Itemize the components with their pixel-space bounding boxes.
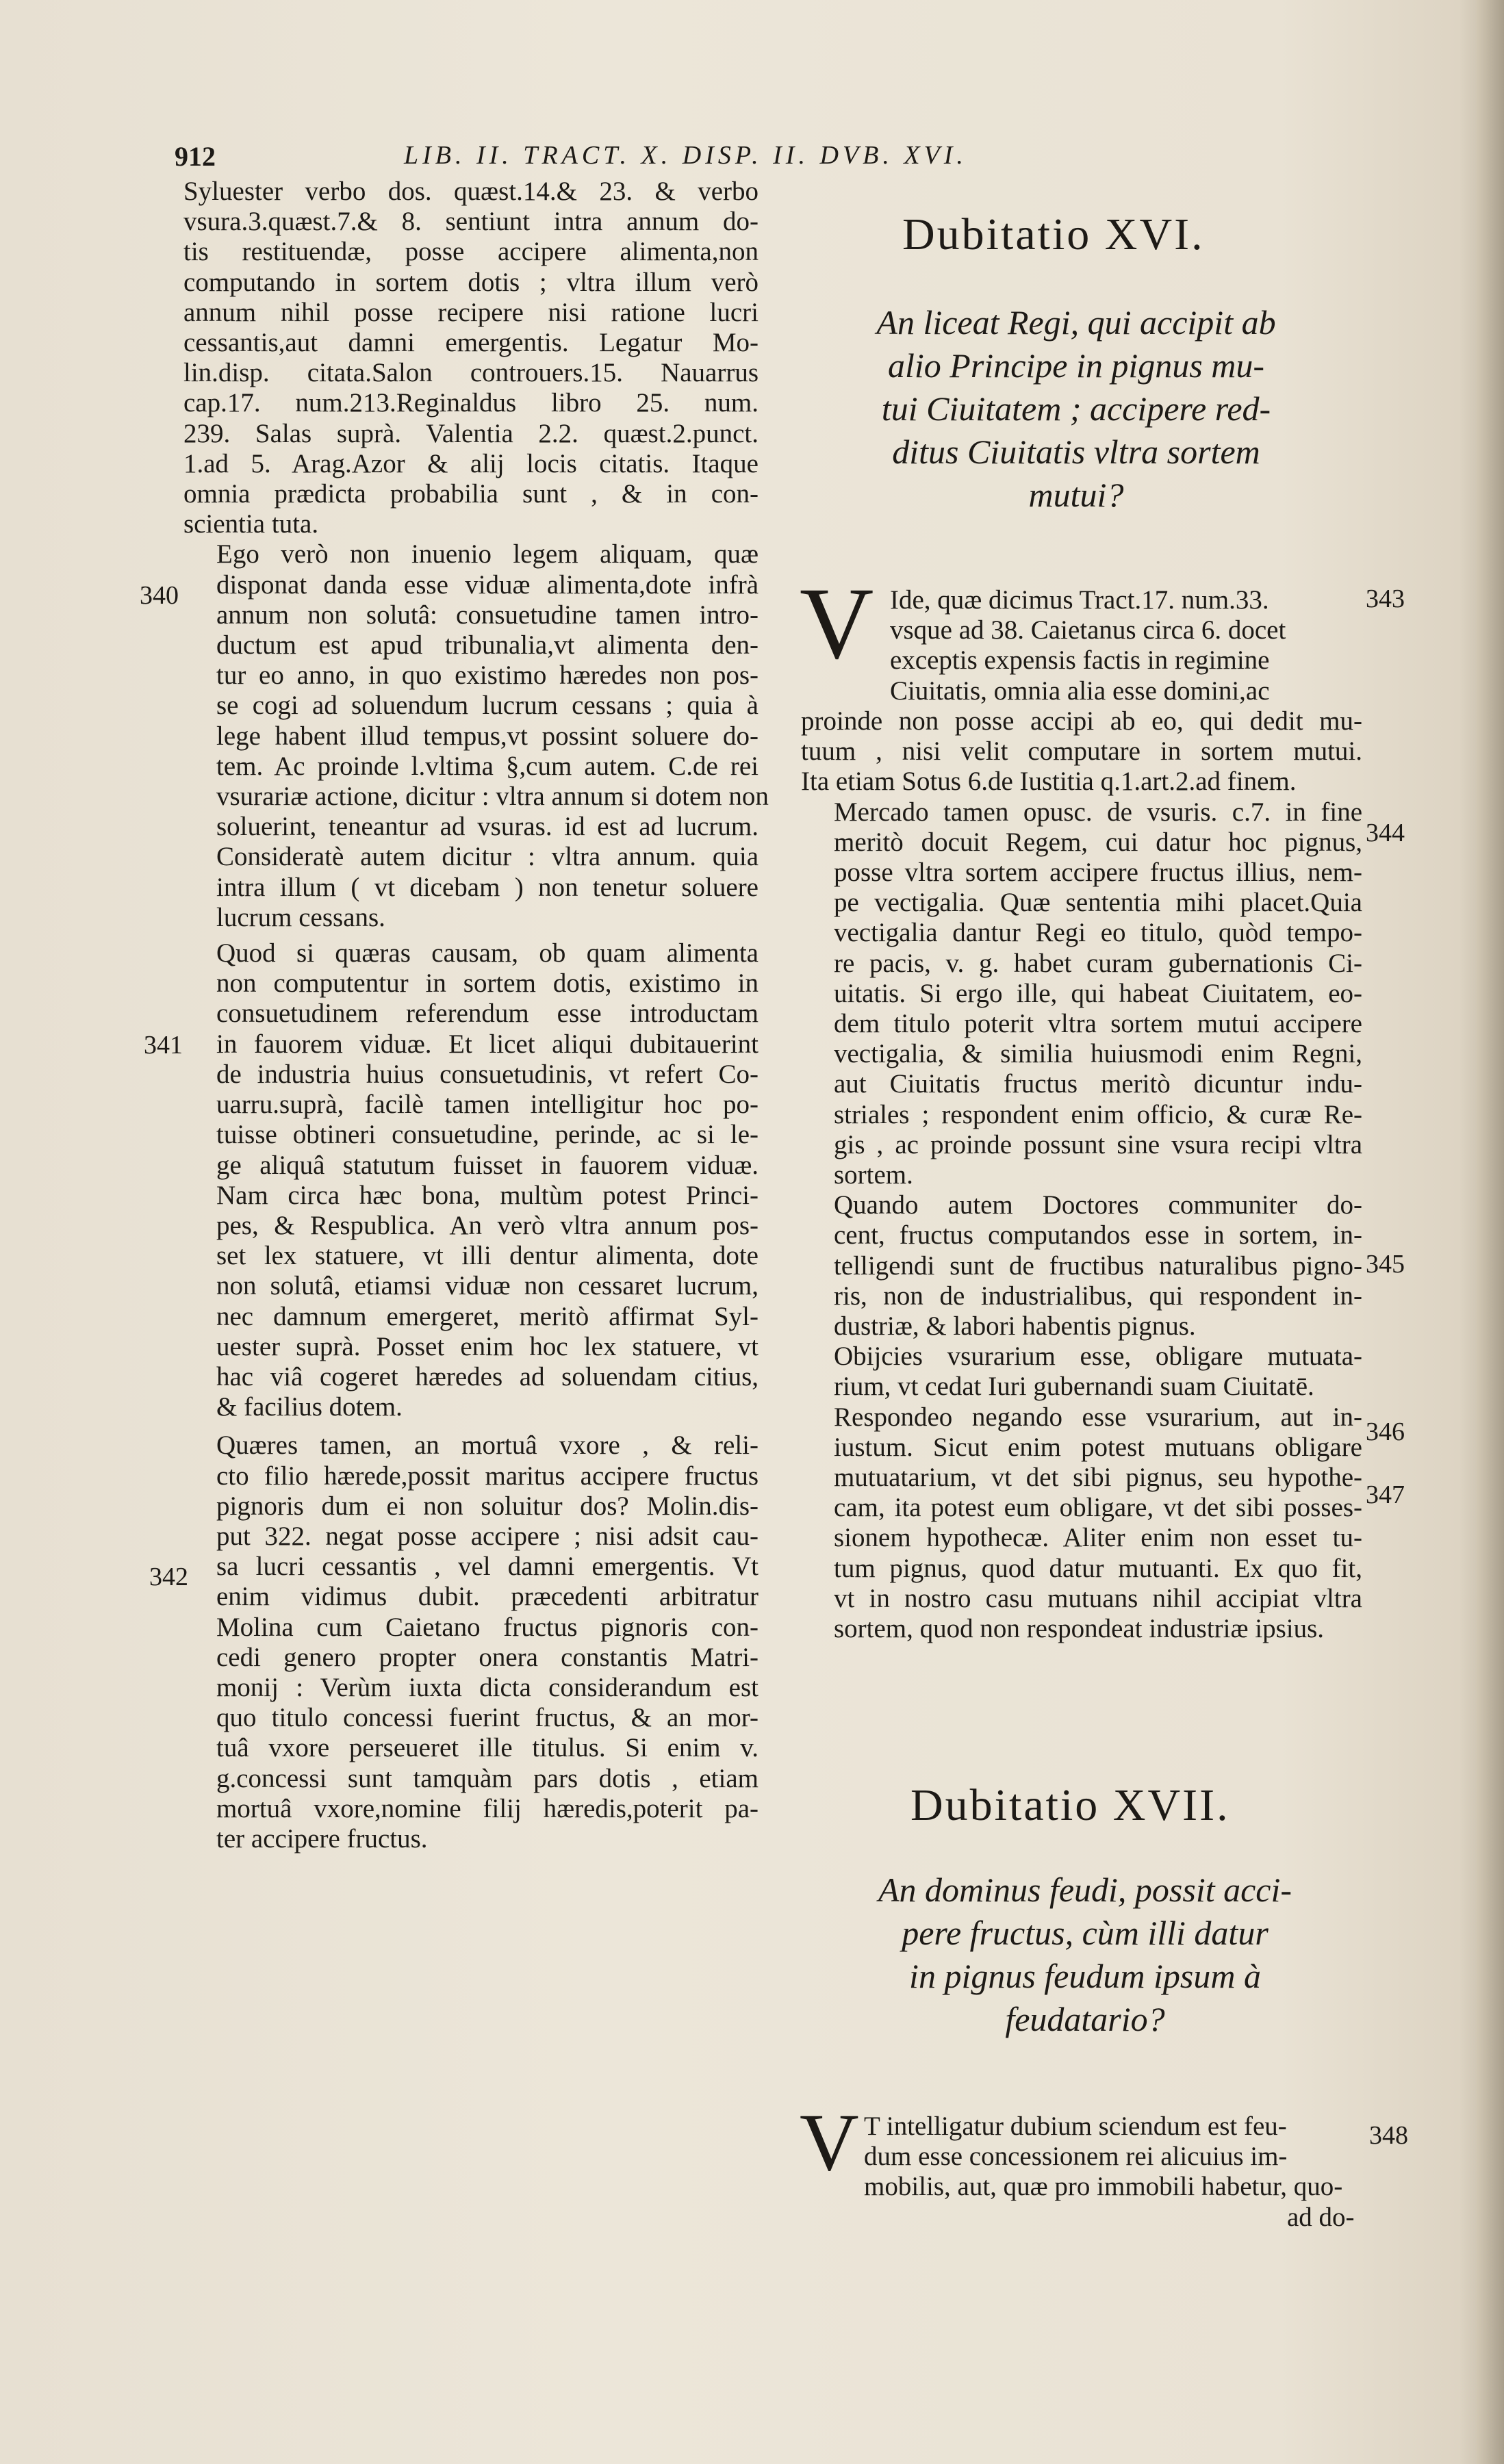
text-line: mutuatarium, vt det sibi pignus, seu hypothe- <box>834 1463 1362 1493</box>
paragraph-348 <box>864 2112 1362 2203</box>
text-line: g.concessi sunt tamquàm pars dotis , etiam <box>216 1763 759 1793</box>
margin-number-348: 348 <box>1369 2121 1408 2150</box>
text-line: mobilis, aut, quæ pro immobili habetur, quo- <box>864 2172 1343 2202</box>
paragraph-347 <box>801 1402 1362 1645</box>
margin-number-346: 346 <box>1366 1417 1405 1446</box>
paragraph-345 <box>801 1190 1362 1342</box>
text-line: monij : Verùm iuxta dicta considerandum est <box>216 1672 759 1702</box>
text-line: Quæres tamen, an mortuâ vxore , & reli- <box>216 1430 759 1461</box>
text-line: uester suprà. Posset enim hoc lex statuere, vt <box>216 1331 759 1361</box>
text-line: ge aliquâ statutum fuisset in fauorem viduæ. <box>216 1150 759 1180</box>
text-line: lin.disp. citata.Salon controuers.15. Nauarrus <box>183 358 759 388</box>
text-line: Syluester verbo dos. quæst.14.& 23. & verbo <box>183 177 759 206</box>
margin-number-341: 341 <box>144 1031 183 1060</box>
paragraph-344 <box>801 797 1362 1191</box>
text-line: iustum. Sicut enim potest mutuans obligare <box>834 1432 1362 1462</box>
text-line: non computentur in sortem dotis, existimo in <box>216 968 759 999</box>
text-line: ductum est apud tribunalia,vt alimenta den- <box>216 630 759 660</box>
text-line: telligendi sunt de fructibus naturalibus pigno- <box>834 1250 1362 1281</box>
text-line: sionem hypothecæ. Aliter enim non esset tu- <box>834 1523 1362 1553</box>
paragraph-340 <box>183 539 769 933</box>
dubitatio-16-body <box>801 706 1362 1644</box>
margin-number-340: 340 <box>140 581 179 610</box>
text-line: vsura.3.quæst.7.& 8. sentiunt intra annum do- <box>183 207 759 237</box>
text-line: Obijcies vsurarium esse, obligare mutuata- <box>834 1342 1362 1372</box>
text-line: re pacis, v. g. habet curam gubernationis Ci- <box>834 948 1362 978</box>
text-line: Molina cum Caietano fructus pignoris con- <box>216 1612 759 1642</box>
text-line: gis , ac proinde possunt sine vsura recipi vltra <box>834 1129 1362 1159</box>
text-line: vectigalia, & similia huiusmodi enim Regni, <box>834 1039 1362 1069</box>
text-line: cap.17. num.213.Reginaldus libro 25. num. <box>183 388 759 418</box>
page-number: 912 <box>175 141 216 172</box>
text-line: tuâ vxore perseueret ille titulus. Si enim v. <box>216 1733 759 1763</box>
dubitatio-17-question <box>808 1869 1362 2041</box>
text-line: dem titulo poterit vltra sortem mutui accipere <box>834 1009 1362 1039</box>
question-line: in pignus feudum ipsum à <box>909 1957 1261 1995</box>
text-line: pignoris dum ei non soluitur dos? Molin.dis- <box>216 1491 759 1521</box>
text-line: consuetudinem referendum esse introductam <box>216 999 759 1029</box>
text-line: non solutâ, etiamsi viduæ non cessaret lucrum, <box>216 1271 759 1301</box>
text-line: lucrum cessans. <box>216 902 385 932</box>
dubitatio-16-heading: Dubitatio XVI. <box>902 209 1205 259</box>
text-line: posse vltra sortem accipere fructus illius, nem- <box>834 858 1362 888</box>
text-line: vt in nostro casu mutuans nihil accipiat vltra <box>834 1583 1362 1613</box>
text-line: Consideratè autem dicitur : vltra annum. quia <box>216 842 759 872</box>
text-line: tem. Ac proinde l.vltima §,cum autem. C.de rei <box>216 751 759 781</box>
margin-number-347: 347 <box>1366 1480 1405 1509</box>
question-line: An dominus feudi, possit acci- <box>878 1871 1292 1909</box>
text-line: tis restituendæ, posse accipere alimenta,non <box>183 237 759 267</box>
text-line: hac viâ cogeret hæredes ad soluendam citius, <box>216 1361 759 1391</box>
margin-number-342: 342 <box>149 1563 188 1591</box>
paragraph-343 <box>801 706 1362 797</box>
question-line: mutui? <box>1028 476 1124 514</box>
text-line: scientia tuta. <box>183 509 319 539</box>
text-line: Ita etiam Sotus 6.de Iustitia q.1.art.2.ad finem. <box>801 767 1297 797</box>
margin-number-344: 344 <box>1366 819 1405 847</box>
text-line: Quod si quæras causam, ob quam alimenta <box>216 938 759 968</box>
text-line: mortuâ vxore,nomine filij hæredis,poterit pa- <box>216 1793 759 1823</box>
text-line: omnia prædicta probabilia sunt , & in con- <box>183 479 759 509</box>
text-line: dustriæ, & labori habentis pignus. <box>834 1311 1196 1342</box>
text-line: proinde non posse accipi ab eo, qui dedit mu- <box>801 706 1362 736</box>
text-line: Ciuitatis, omnia alia esse domini,ac <box>890 676 1270 706</box>
text-line: cedi genero propter onera constantis Matri- <box>216 1642 759 1672</box>
text-line: quo titulo concessi fuerint fructus, & an mor- <box>216 1703 759 1733</box>
left-column <box>183 177 769 1854</box>
drop-cap-v-16: V <box>800 567 874 680</box>
text-line: Respondeo negando esse vsurarium, aut in- <box>834 1402 1362 1432</box>
text-line: ris, non de industrialibus, qui respondent in- <box>834 1281 1362 1311</box>
text-line: exceptis expensis factis in regimine <box>890 645 1270 676</box>
text-line: annum non solutâ: consuetudine tamen intro- <box>216 600 759 630</box>
text-line: vsque ad 38. Caietanus circa 6. docet <box>890 615 1286 645</box>
text-line: tuum , nisi velit computare in sortem mutui. <box>801 736 1362 767</box>
text-line: Ego verò non inuenio legem aliquam, quæ <box>216 539 759 569</box>
paragraph-346 <box>801 1342 1362 1402</box>
text-line: tuisse obtineri consuetudine, perinde, ac si le- <box>216 1120 759 1150</box>
text-line: disponat danda esse viduæ alimenta,dote infrà <box>216 569 759 600</box>
text-line: 1.ad 5. Arag.Azor & alij locis citatis. Itaque <box>183 448 759 478</box>
text-line: cto filio hærede,possit maritus accipere fructus <box>216 1461 759 1491</box>
text-line: put 322. negat posse accipere ; nisi adsit cau- <box>216 1521 759 1551</box>
text-line: meritò docuit Regem, cui datur hoc pignus, <box>834 827 1362 857</box>
text-line: cent, fructus computandos esse in sortem, in- <box>834 1220 1362 1250</box>
text-line: rium, vt cedat Iuri gubernandi suam Ciuitatē. <box>834 1372 1314 1402</box>
dubitatio-16-question <box>795 301 1357 517</box>
paragraph-342 <box>183 1430 759 1854</box>
paragraph-continuation <box>183 177 759 539</box>
text-line: annum nihil posse recipere nisi ratione lucri <box>183 297 759 327</box>
question-line: An liceat Regi, qui accipit ab <box>876 303 1276 342</box>
text-line: intra illum ( vt dicebam ) non tenetur soluere <box>216 872 759 902</box>
text-line: pes, & Respublica. An verò vltra annum pos- <box>216 1210 759 1240</box>
text-line: & facilius dotem. <box>216 1392 403 1422</box>
dubitatio-17-heading: Dubitatio XVII. <box>910 1780 1230 1830</box>
running-header <box>175 140 1147 181</box>
question-line: ditus Ciuitatis vltra sortem <box>892 433 1260 471</box>
text-line: uarru.suprà, facilè tamen intelligitur hoc po- <box>216 1090 759 1120</box>
text-line: enim vidimus dubit. præcedenti arbitratur <box>216 1582 759 1612</box>
text-line: in fauorem viduæ. Et licet aliqui dubitauerint <box>216 1029 759 1059</box>
text-line: Mercado tamen opusc. de vsuris. c.7. in fine <box>834 797 1362 827</box>
text-line: aut Ciuitatis fructus meritò dicuntur indu- <box>834 1069 1362 1099</box>
text-line: ter accipere fructus. <box>216 1823 428 1853</box>
question-line: tui Ciuitatem ; accipere red- <box>881 389 1271 428</box>
text-line: sortem, quod non respondeat industriæ ipsius. <box>834 1614 1325 1644</box>
text-line: set lex statuere, vt illi dentur alimenta, dote <box>216 1241 759 1271</box>
text-line: soluerint, teneantur ad vsuras. id est ad lucrum. <box>216 812 759 842</box>
text-line: cam, ita potest eum obligare, vt det sibi posses- <box>834 1493 1362 1523</box>
text-line: tum pignus, quod datur mutuanti. Ex quo fit, <box>834 1553 1362 1583</box>
text-line: de industria huius consuetudinis, vt refert Co- <box>216 1059 759 1089</box>
page-edge-shadow <box>1477 0 1504 2464</box>
text-line: Ide, quæ dicimus Tract.17. num.33. <box>890 585 1269 615</box>
running-title: LIB. II. TRACT. X. DISP. II. DVB. XVI. <box>404 141 967 170</box>
drop-cap-v-17: V <box>800 2096 859 2187</box>
text-line: tur eo anno, in quo existimo hæredes non pos- <box>216 660 759 691</box>
text-line: striales ; respondent enim officio, & curæ Re- <box>834 1099 1362 1129</box>
text-line: sortem. <box>834 1160 913 1190</box>
margin-number-345: 345 <box>1366 1250 1405 1279</box>
text-line: cessantis,aut damni emergentis. Legatur Mo- <box>183 328 759 358</box>
text-line: dum esse concessionem rei alicuius im- <box>864 2142 1288 2172</box>
text-line: T intelligatur dubium sciendum est feu- <box>864 2112 1287 2141</box>
text-line: vsurariæ actione, dicitur : vltra annum si dotem non <box>216 782 769 812</box>
text-line: Quando autem Doctores communiter do- <box>834 1190 1362 1220</box>
margin-number-343: 343 <box>1366 585 1405 613</box>
text-line: pe vectigalia. Quæ sententia mihi placet.Quia <box>834 888 1362 918</box>
text-line: 239. Salas suprà. Valentia 2.2. quæst.2.punct. <box>183 418 759 448</box>
text-line: lege habent illud tempus,vt possint soluere do- <box>216 721 759 751</box>
text-line: computando in sortem dotis ; vltra illum verò <box>183 267 759 297</box>
text-line: se cogi ad soluendum lucrum cessans ; quia à <box>216 691 759 721</box>
question-line: alio Principe in pignus mu- <box>888 346 1264 385</box>
question-line: feudatario? <box>1005 2000 1165 2038</box>
catchword: ad do- <box>1287 2203 1355 2232</box>
text-line: uitatis. Si ergo ille, qui habeat Ciuitatem, eo- <box>834 978 1362 1008</box>
text-line: Nam circa hæc bona, multùm potest Princi- <box>216 1180 759 1210</box>
text-line: sa lucri cessantis , vel damni emergentis. Vt <box>216 1552 759 1582</box>
text-line: vectigalia dantur Regi eo titulo, quòd tempo- <box>834 918 1362 948</box>
paragraph-341 <box>183 938 759 1422</box>
paragraph-343-indented <box>890 585 1362 706</box>
text-line: nec damnum emergeret, meritò affirmat Syl- <box>216 1301 759 1331</box>
question-line: pere fructus, cùm illi datur <box>902 1914 1269 1952</box>
